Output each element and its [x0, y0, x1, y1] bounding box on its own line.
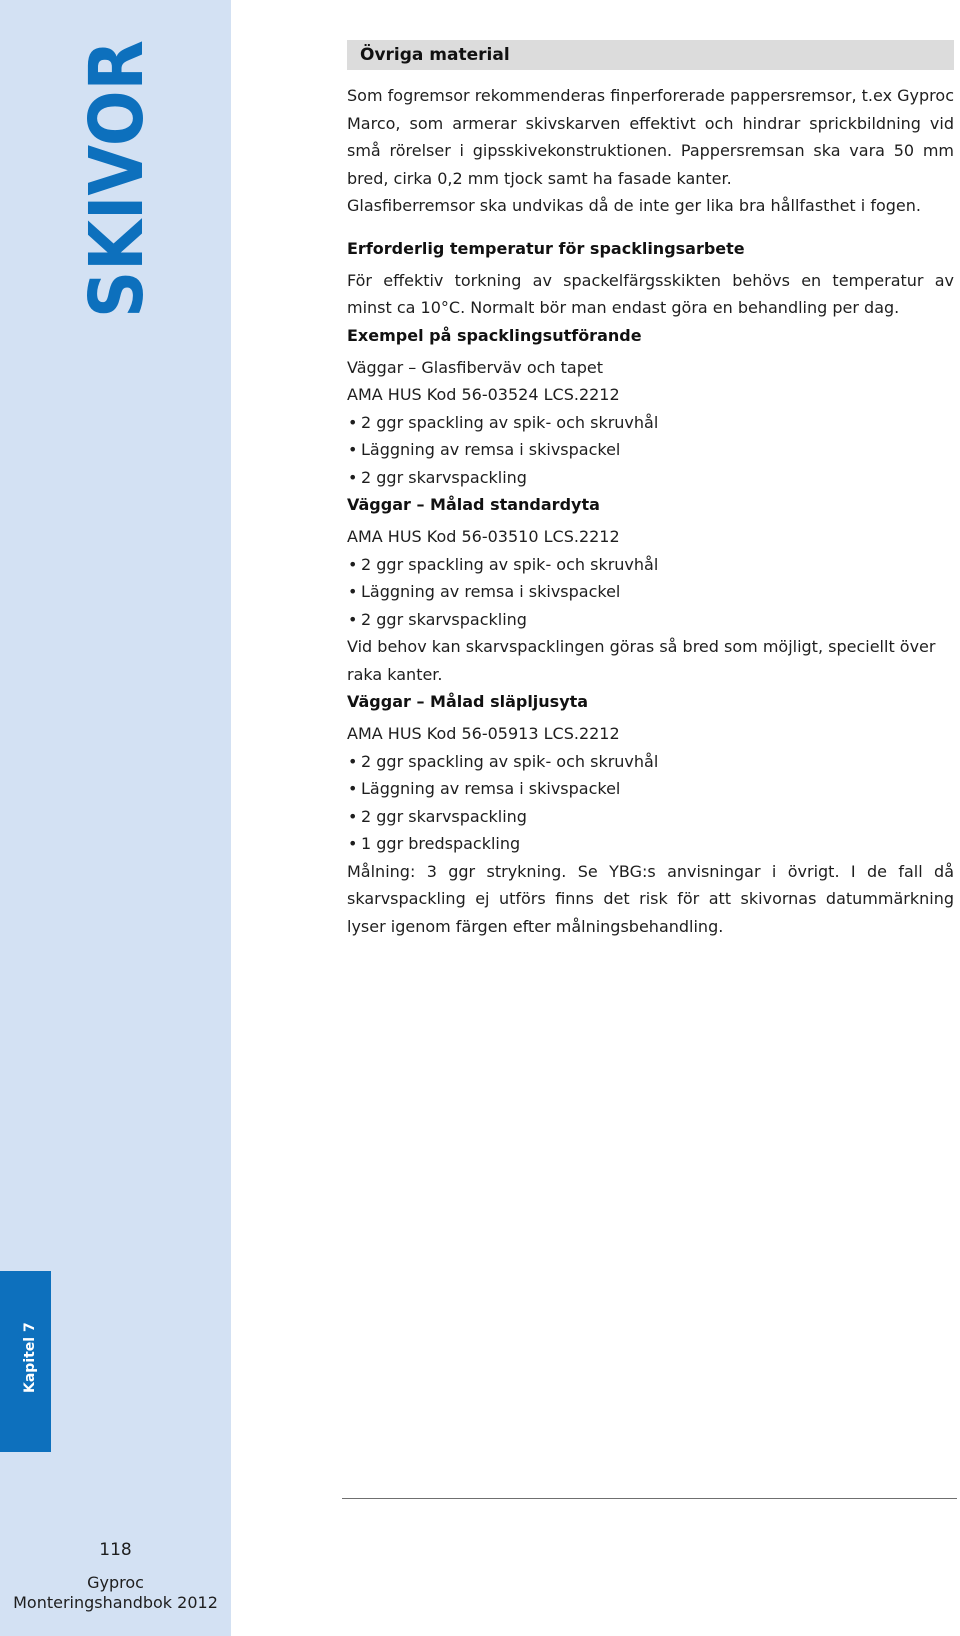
bullet-icon: •: [348, 582, 358, 601]
sidebar: [0, 0, 231, 1636]
list-item: • 2 ggr skarvspackling: [347, 606, 954, 634]
list-item: • Läggning av remsa i skivspackel: [347, 775, 954, 803]
bullet-icon: •: [348, 440, 358, 459]
example2-title: Väggar – Målad standardyta: [347, 495, 600, 514]
example1-code: AMA HUS Kod 56-03524 LCS.2212: [347, 385, 620, 404]
bullet-icon: •: [348, 412, 358, 432]
bullet-icon: •: [348, 806, 358, 826]
footer-brand: Gyproc: [87, 1573, 144, 1592]
glassfiber-note: Glasfiberremsor ska undvikas då de inte ger lika bra hållfasthet i fogen.: [347, 196, 921, 215]
bullet-icon: •: [348, 554, 358, 574]
list-item: • Läggning av remsa i skivspackel: [347, 578, 954, 606]
bullet-icon: •: [348, 609, 358, 629]
example2-code: AMA HUS Kod 56-03510 LCS.2212: [347, 527, 620, 546]
example3-code: AMA HUS Kod 56-05913 LCS.2212: [347, 724, 620, 743]
chapter-tab-label: Kapitel 7: [22, 1322, 38, 1393]
temperature-text: För effektiv torkning av spackelfärgsskikten behövs en temperatur av minst ca 10°C. Normalt bör man endast göra en behandling per dag.: [347, 270, 954, 317]
bullet-icon: •: [348, 467, 358, 487]
chapter-tab[interactable]: [0, 1271, 51, 1452]
bullet-icon: •: [348, 751, 358, 771]
example1-steps: [347, 409, 954, 492]
example2-note: Vid behov kan skarvspacklingen göras så bred som möjligt, speciellt över raka kanter.: [347, 637, 936, 684]
list-item: • 1 ggr bredspackling: [347, 830, 954, 858]
list-item: • 2 ggr spackling av spik- och skruvhål: [347, 748, 954, 776]
bullet-icon: •: [348, 834, 358, 853]
footer-divider: [342, 1498, 957, 1499]
chapter-title-text: SKIVOR: [74, 3, 160, 318]
example3-title: Väggar – Målad släpljusyta: [347, 692, 589, 711]
example1-title: Väggar – Glasfiberväv och tapet: [347, 357, 604, 377]
footer-book-title: Monteringshandbok 2012: [13, 1593, 218, 1612]
main-content: [347, 40, 954, 940]
chapter-title: [0, 0, 231, 340]
list-item: • 2 ggr spackling av spik- och skruvhål: [347, 551, 954, 579]
intro-paragraph: Som fogremsor rekommenderas finperforerade pappersremsor, t.ex Gyproc Marco, som armerar skivskarven effektivt och hindrar sprickbildning vid små rörelser i gipsskivekonstruktionen. Pappersremsan ska vara 50 mm bred, cirka 0,2 mm tjock samt ha fasade kanter.: [347, 86, 954, 188]
list-item: • Läggning av remsa i skivspackel: [347, 436, 954, 464]
example3-steps: [347, 748, 954, 858]
list-item: • 2 ggr skarvspackling: [347, 464, 954, 492]
page-number: 118: [99, 1540, 132, 1560]
chapter-tab-graphic: [0, 1271, 51, 1452]
example3-note: Målning: 3 ggr strykning. Se YBG:s anvisningar i övrigt. I de fall då skarvspackling ej utförs finns det risk för att skivornas datummärkning lyser igenom färgen efter målningsbehandling.: [347, 861, 954, 936]
examples-heading: Exempel på spacklingsutförande: [347, 325, 642, 345]
list-item: • 2 ggr skarvspackling: [347, 803, 954, 831]
list-item: • 2 ggr spackling av spik- och skruvhål: [347, 409, 954, 437]
chapter-title-graphic: [0, 0, 231, 340]
bullet-icon: •: [348, 779, 358, 798]
temperature-heading: Erforderlig temperatur för spacklingsarbete: [347, 238, 745, 258]
example2-steps: [347, 551, 954, 634]
section-title: Övriga material: [347, 40, 954, 70]
